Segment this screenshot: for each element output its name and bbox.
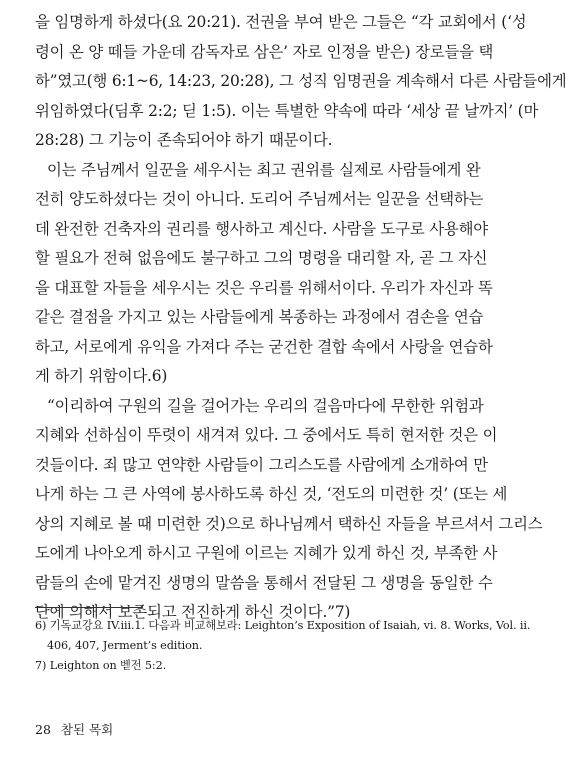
text-line: 전히 양도하셨다는 것이 아니다. 도리어 주님께서는 일꾼을 선택하는 <box>35 190 484 208</box>
footnote-6-continued: 406, 407, Jerment’s edition. <box>47 639 203 652</box>
paragraph-1 <box>35 8 566 156</box>
paragraph-2 <box>35 156 493 392</box>
body-text <box>35 8 566 628</box>
running-book-title: 참된 목회 <box>60 722 114 737</box>
text-line: 을 대표할 자들을 세우시는 것은 우리를 위해서이다. 우리가 자신과 똑 <box>35 278 493 297</box>
text-line: 상의 지혜로 볼 때 미련한 것)으로 하나님께서 택하신 자들을 부르셔서 그리스 <box>35 514 543 533</box>
text-line: 할 필요가 전혀 없음에도 불구하고 그의 명령을 대리할 자, 곧 그 자신 <box>35 249 488 267</box>
footnote-divider <box>35 607 143 608</box>
text-line: “이리하여 구원의 길을 걸어가는 우리의 걸음마다에 무한한 위험과 <box>47 396 484 415</box>
text-line: 하고, 서로에게 유익을 가져다 주는 굳건한 결합 속에서 사랑을 연습하 <box>35 337 493 356</box>
paragraph-3-quotation <box>35 392 543 628</box>
text-line: 하”였고(행 6:1~6, 14:23, 20:28), 그 성직 임명권을 계속해서 다른 사람들에게 <box>35 72 566 90</box>
text-line: 단에 의해서 보존되고 전진하게 하신 것이다.”7) <box>35 603 351 621</box>
text-line: 데 완전한 건축자의 권리를 행사하고 계신다. 사람을 도구로 사용해야 <box>35 219 488 238</box>
footnote-7: 7) Leighton on 벧전 5:2. <box>35 659 167 672</box>
text-line: 도에게 나아오게 하시고 구원에 이르는 지혜가 있게 하신 것, 부족한 사 <box>35 544 498 562</box>
text-line: 게 하기 위함이다.6) <box>35 367 168 385</box>
page-number: 28 <box>35 722 51 737</box>
page-footer <box>35 722 113 738</box>
text-line: 을 임명하게 하셨다(요 20:21). 전권을 부여 받은 그들은 “각 교회에서 (‘성 <box>35 13 527 31</box>
text-line: 이는 주님께서 일꾼을 세우시는 최고 권위를 실제로 사람들에게 완 <box>47 160 481 179</box>
footnote-6: 6) 기독교강요 IV.iii.1. 다음과 비교해보라: Leighton’s Exposition of Isaiah, vi. 8. Works, Vol. ii. <box>35 619 531 632</box>
text-line: 28:28) 그 기능이 존속되어야 하기 때문이다. <box>35 131 333 149</box>
text-line: 것들이다. 죄 많고 연약한 사람들이 그리스도를 사람에게 소개하여 만 <box>35 455 488 474</box>
text-line: 나게 하는 그 큰 사역에 봉사하도록 하신 것, ‘전도의 미련한 것’ (또는 세 <box>35 485 508 503</box>
text-line: 지혜와 선하심이 뚜렷이 새겨져 있다. 그 중에서도 특히 현저한 것은 이 <box>35 426 498 444</box>
footnotes <box>35 616 531 676</box>
text-line: 람들의 손에 맡겨진 생명의 말씀을 통해서 전달된 그 생명을 동일한 수 <box>35 573 493 592</box>
text-line: 위임하였다(딤후 2:2; 딛 1:5). 이는 특별한 약속에 따라 ‘세상 끝 날까지’ (마 <box>35 101 539 120</box>
text-line: 같은 결점을 가지고 있는 사람들에게 복종하는 과정에서 겸손을 연습 <box>35 308 484 326</box>
text-line: 령이 온 양 떼들 가운데 감독자로 삼은’ 자로 인정을 받은) 장로들을 택 <box>35 42 494 61</box>
